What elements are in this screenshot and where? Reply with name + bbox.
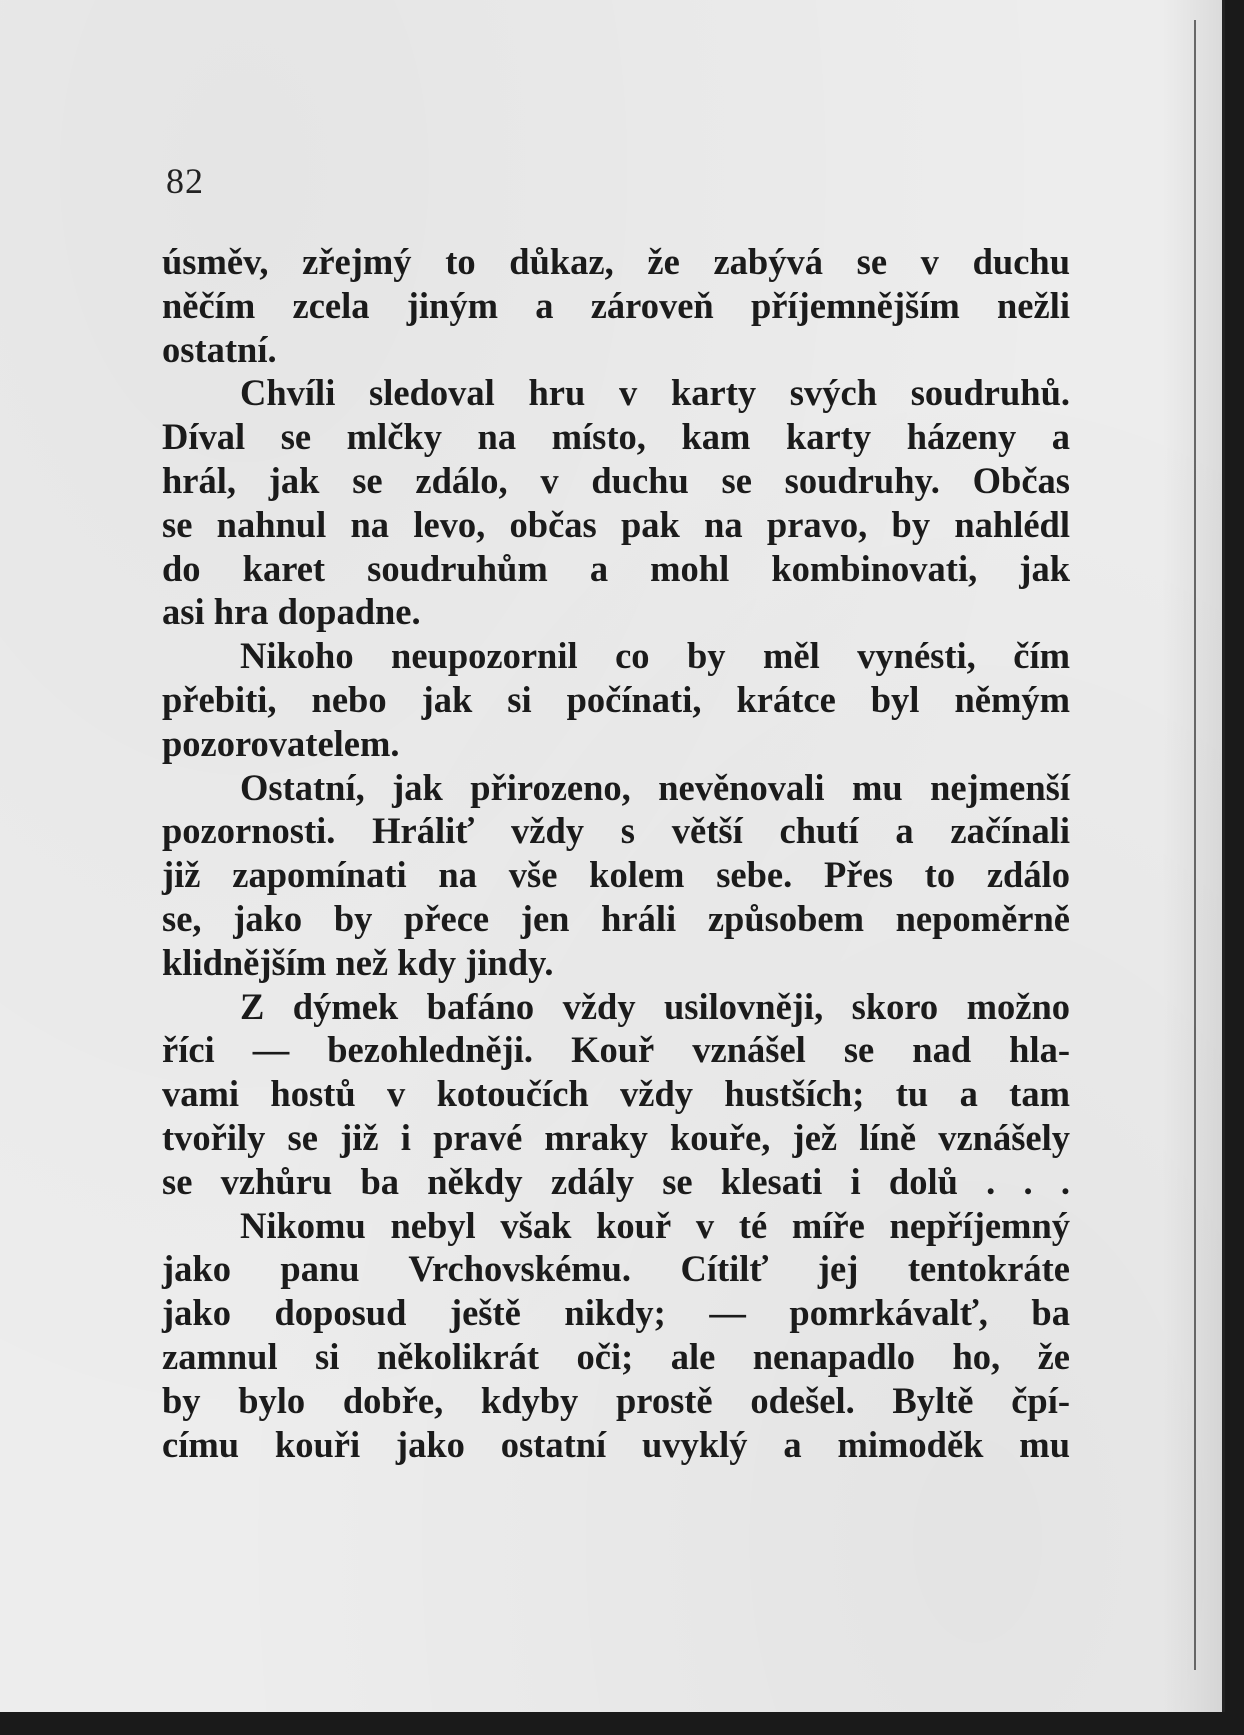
text-line: címu kouři jako ostatní uvyklý a mimoděk mu bbox=[162, 1423, 1070, 1465]
text-line: již zapomínati na vše kolem sebe. Přes to zdálo bbox=[162, 854, 1070, 896]
text-line: Z dýmek bafáno vždy usilovněji, skoro možno bbox=[240, 985, 1070, 1027]
text-line: tvořily se již i pravé mraky kouře, jež líně vznášely bbox=[162, 1116, 1070, 1158]
text-line: Ostatní, jak přirozeno, nevěnovali mu nejmenší bbox=[240, 766, 1070, 808]
text-line: Chvíli sledoval hru v karty svých soudruhů. bbox=[240, 372, 1070, 414]
body-text bbox=[162, 240, 1070, 1466]
text-line: něčím zcela jiným a zároveň příjemnějším nežli bbox=[162, 284, 1070, 326]
text-line: říci — bezohledněji. Kouř vznášel se nad hla- bbox=[162, 1029, 1070, 1071]
text-line: hrál, jak se zdálo, v duchu se soudruhy. Občas bbox=[162, 459, 1070, 501]
text-line: jako doposud ještě nikdy; — pomrkávalť, ba bbox=[162, 1292, 1070, 1334]
text-line: přebiti, nebo jak si počínati, krátce byl němým bbox=[162, 678, 1070, 720]
text-line: pozorovatelem. bbox=[162, 722, 400, 764]
text-line: Nikomu nebyl však kouř v té míře nepříjemný bbox=[240, 1204, 1070, 1246]
text-line: zamnul si několikrát oči; ale nenapadlo ho, že bbox=[162, 1335, 1070, 1377]
text-line: ostatní. bbox=[162, 328, 277, 370]
text-line: se vzhůru ba někdy zdály se klesati i dolů . . . bbox=[162, 1160, 1070, 1202]
text-line: Nikoho neupozornil co by měl vynésti, čím bbox=[240, 635, 1070, 677]
text-line: by bylo dobře, kdyby prostě odešel. Byltě čpí- bbox=[162, 1379, 1070, 1421]
text-line: do karet soudruhům a mohl kombinovati, jak bbox=[162, 547, 1070, 589]
text-line: asi hra dopadne. bbox=[162, 591, 421, 633]
text-line: vami hostů v kotoučích vždy hustších; tu a tam bbox=[162, 1073, 1070, 1115]
text-line: úsměv, zřejmý to důkaz, že zabývá se v duchu bbox=[162, 241, 1070, 282]
page-edge-shadow bbox=[1162, 0, 1222, 1712]
text-line: pozornosti. Hráliť vždy s větší chutí a začínali bbox=[162, 810, 1070, 852]
text-line: se nahnul na levo, občas pak na pravo, by nahlédl bbox=[162, 503, 1070, 545]
page-number: 82 bbox=[166, 161, 204, 201]
text-line: Díval se mlčky na místo, kam karty házeny a bbox=[162, 416, 1070, 458]
page-binding-edge bbox=[1194, 20, 1196, 1670]
text-line: jako panu Vrchovskému. Cítilť jej tentokráte bbox=[162, 1248, 1070, 1290]
text-line: klidnějším než kdy jindy. bbox=[162, 941, 554, 983]
text-line: se, jako by přece jen hráli způsobem nepoměrně bbox=[162, 897, 1070, 939]
